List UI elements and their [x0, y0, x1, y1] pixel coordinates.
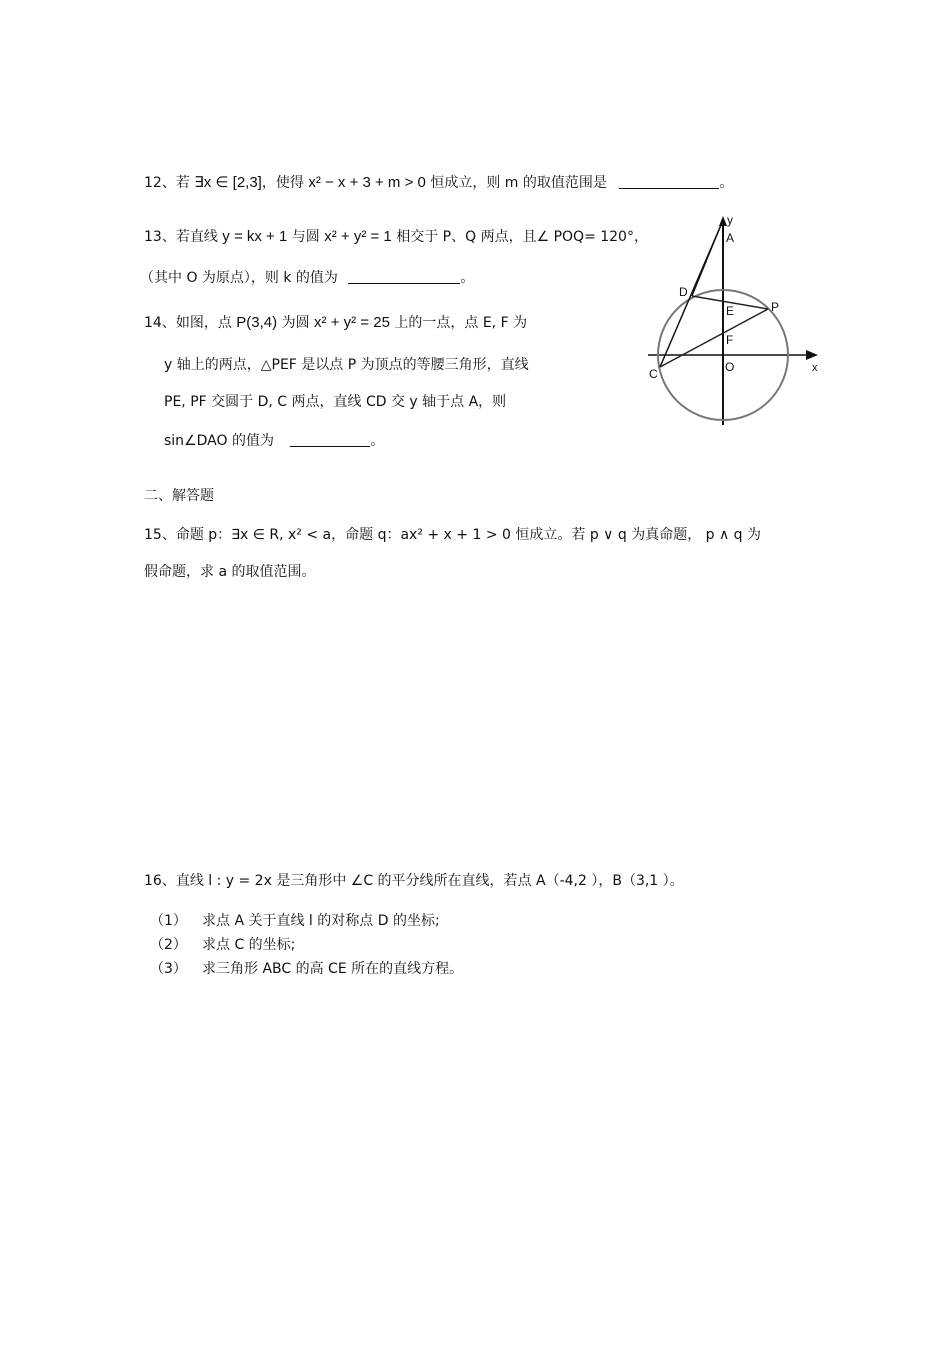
question-15-line1: [144, 525, 761, 545]
label-P: P: [771, 300, 780, 314]
q14-prefix: 14、如图，点: [144, 315, 232, 331]
q16-line1: 16、直线 l : y = 2x 是三角形中 ∠C 的平分线所在直线，若点 A（-4,2 ），B（3,1 ）。: [144, 873, 684, 889]
question-14-line4: [164, 431, 384, 451]
q13-answer-blank: [348, 269, 460, 284]
q13-end: 。: [460, 270, 475, 286]
line-CP: [660, 309, 768, 367]
q13-line-equation: y = kx + 1: [222, 228, 288, 245]
q13-circle-equation: x² + y² = 1: [324, 228, 392, 245]
q12-condition: ∃x ∈ [2,3]: [194, 174, 262, 191]
q15-line1: 15、命题 p：∃x ∈ R, x² < a，命题 q：ax² + x + 1 > 0 恒成立。若 p ∨ q 为真命题， p ∧ q 为: [144, 527, 762, 543]
q14-line3: PE, PF 交圆于 D, C 两点，直线 CD 交 y 轴于点 A，则: [164, 394, 507, 410]
q16-item-2-text: 求点 C 的坐标;: [202, 937, 296, 953]
q14-mid2: 上的一点，点 E, F 为: [394, 315, 528, 331]
q16-item-2-num: （2）: [150, 937, 187, 953]
q14-line2: y 轴上的两点，△PEF 是以点 P 为顶点的等腰三角形，直线: [164, 357, 529, 373]
question-16-line1: [144, 871, 684, 891]
question-13-line1: [144, 227, 648, 247]
q14-mid1: 为圆: [281, 315, 310, 331]
q12-mid: ，使得: [261, 175, 304, 191]
q13-mid2: 相交于 P、Q 两点，且∠ POQ= 120°，: [396, 229, 648, 245]
label-y: y: [727, 213, 733, 227]
question-15-line2: [144, 562, 315, 582]
label-x: x: [812, 362, 818, 374]
section-2-title-text: 二、解答题: [144, 488, 214, 504]
question-12: [144, 173, 733, 193]
q16-item-3-text: 求三角形 ABC 的高 CE 所在的直线方程。: [202, 961, 464, 977]
q16-item-3-num: （3）: [150, 961, 187, 977]
label-A: A: [726, 231, 735, 245]
line-DA: [692, 225, 721, 296]
label-C: C: [649, 367, 658, 381]
label-E: E: [726, 304, 735, 318]
x-axis-arrow: [806, 350, 818, 360]
q12-end: 。: [719, 175, 734, 191]
q13-prefix: 13、若直线: [144, 229, 218, 245]
q14-circle-equation: x² + y² = 25: [314, 314, 390, 331]
q16-item-1-text: 求点 A 关于直线 l 的对称点 D 的坐标;: [202, 913, 440, 929]
geometry-figure: [640, 210, 840, 430]
question-14-line2: [164, 355, 529, 375]
q16-item-1-num: （1）: [150, 913, 187, 929]
question-16-item-2: [150, 935, 295, 955]
question-16-item-3: [150, 959, 463, 979]
label-O: O: [725, 360, 735, 374]
q14-line4: sin∠DAO 的值为: [164, 433, 274, 449]
q12-expression: x² − x + 3 + m > 0: [308, 174, 426, 191]
q14-answer-blank: [290, 432, 370, 447]
question-13-line2: [140, 268, 474, 288]
q15-line2: 假命题，求 a 的取值范围。: [144, 564, 316, 580]
question-16-item-1: [150, 911, 440, 931]
q14-end: 。: [370, 433, 385, 449]
q14-point: P(3,4): [236, 314, 278, 331]
q12-suffix: 恒成立，则 m 的取值范围是: [430, 175, 607, 191]
q12-prefix: 12、若: [144, 175, 190, 191]
label-D: D: [679, 285, 688, 299]
section-2-title: [144, 486, 214, 506]
y-axis-arrow: [719, 216, 727, 226]
label-F: F: [726, 333, 734, 347]
question-14-line1: [144, 313, 527, 333]
question-14-line3: [164, 392, 506, 412]
q12-answer-blank: [619, 174, 719, 189]
q13-line2: （其中 O 为原点），则 k 的值为: [140, 270, 338, 286]
q13-mid1: 与圆: [291, 229, 320, 245]
